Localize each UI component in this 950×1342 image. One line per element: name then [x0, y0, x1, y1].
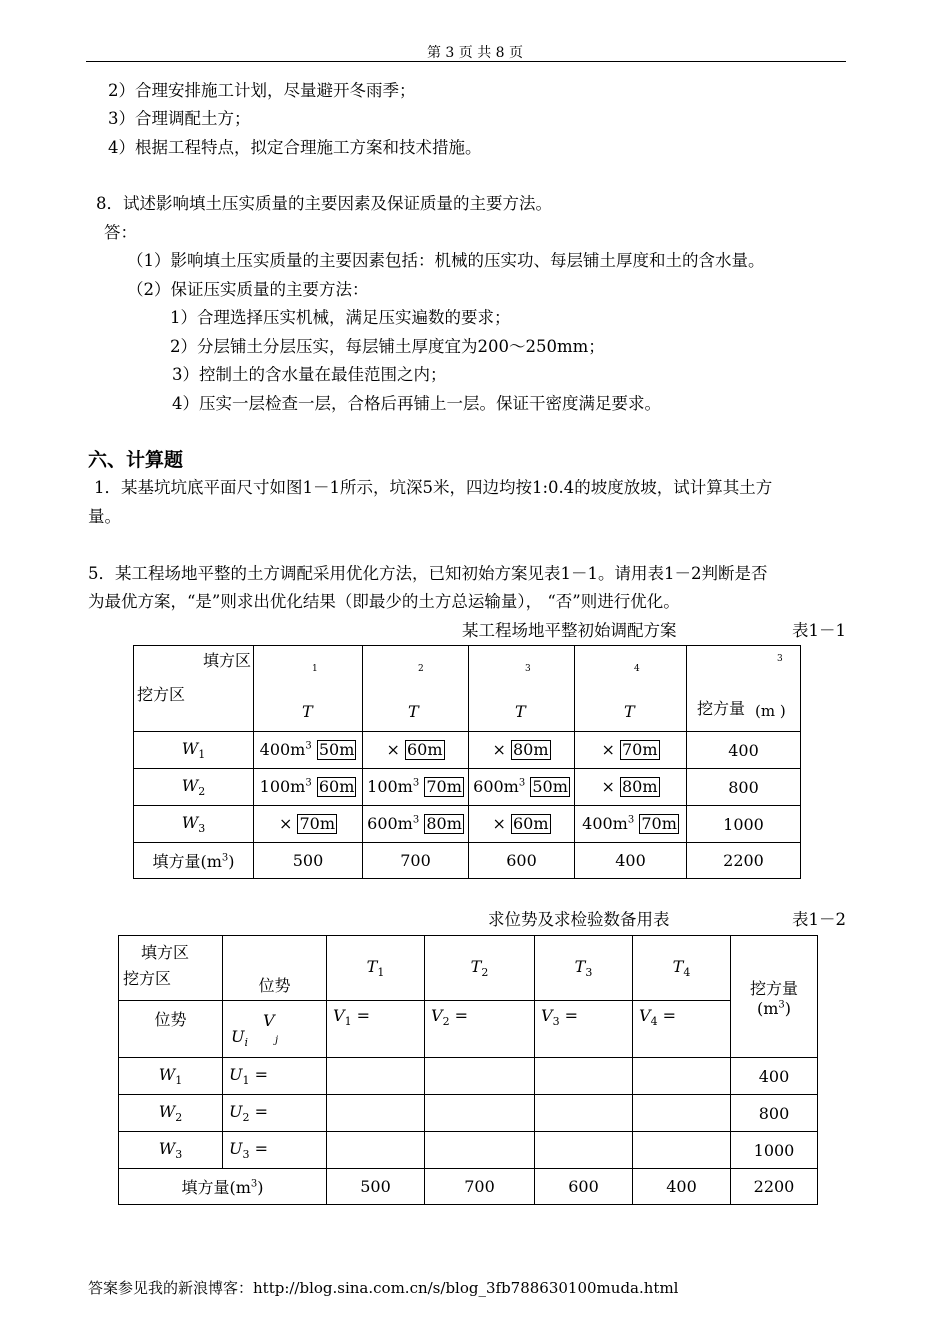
table2-cut-header	[731, 936, 818, 1058]
fill-volume: 500	[327, 1169, 425, 1205]
table1-caption: 某工程场地平整初始调配方案	[462, 621, 677, 640]
allocation-cell: × 60m	[363, 732, 469, 769]
table1-col-header	[575, 646, 687, 732]
question-1-line: 1．某基坑坑底平面尺寸如图1－1所示，坑深5米，四边均按1:0.4的坡度放坡，试计算其土方	[94, 478, 773, 497]
allocation-cell: $400m^3$ 70m	[575, 806, 687, 843]
col-letter: T	[515, 702, 526, 721]
check-cell	[535, 1058, 633, 1095]
allocation-cell: × 80m	[575, 769, 687, 806]
answer-paragraph-1: （1）影响填土压实质量的主要因素包括：机械的压实功、每层铺土厚度和土的含水量。	[127, 251, 765, 270]
row-label: $W_3$	[119, 1132, 223, 1169]
method-item: 3）控制土的含水量在最佳范围之内；	[172, 365, 447, 384]
cost-box: 60m	[512, 814, 549, 833]
fill-zone-label: 填方区	[202, 651, 251, 670]
allocation-cell: $600m^3$ 50m	[469, 769, 575, 806]
ui-symbol: $U_i$	[231, 1027, 249, 1050]
question-5-line: 为最优方案，“是”则求出优化结果（即最少的土方总运输量）， “否”则进行优化。	[88, 592, 680, 611]
prev-item: 3）合理调配土方；	[108, 109, 251, 128]
cut-header-unit: $(m^3)$	[756, 998, 792, 1018]
cost-box: 70m	[621, 740, 658, 759]
table1-row	[134, 769, 801, 806]
table1-cut-header	[687, 646, 801, 732]
table1-col-header	[469, 646, 575, 732]
table1-header-row	[134, 646, 801, 732]
fill-volume: 400	[633, 1169, 731, 1205]
answer-label: 答：	[104, 223, 137, 242]
fill-label: 填方量$(m^3)$	[134, 843, 254, 879]
cut-zone-label: 挖方区	[137, 685, 186, 704]
u-value-cell: $U_3$ =	[223, 1132, 327, 1169]
fill-zone-label: 填方区	[141, 943, 190, 962]
potential-header: 位势	[223, 936, 327, 1001]
prev-item: 4）根据工程特点，拟定合理施工方案和技术措施。	[108, 138, 482, 157]
uv-cell	[223, 1001, 327, 1058]
allocation-cell: × 70m	[254, 806, 363, 843]
fill-volume: 600	[469, 843, 575, 879]
cost-box: 70m	[426, 777, 462, 796]
col-letter: T	[624, 702, 635, 721]
cost-box: 70m	[299, 814, 336, 833]
allocation-cell: $600m^3$ 80m	[363, 806, 469, 843]
prev-item: 2）合理安排施工计划，尽量避开冬雨季；	[108, 81, 416, 100]
allocation-cell: $100m^3$ 60m	[254, 769, 363, 806]
check-cell	[633, 1058, 731, 1095]
check-cell	[535, 1095, 633, 1132]
cost-box: 50m	[318, 740, 355, 759]
table1-label: 表1－1	[792, 621, 846, 640]
table1-col-header	[363, 646, 469, 732]
check-cell	[633, 1132, 731, 1169]
method-item: 2）分层铺土分层压实，每层铺土厚度宜为200～250mm；	[170, 337, 605, 356]
table2-row	[119, 1058, 818, 1095]
cost-box: 80m	[512, 740, 549, 759]
question-1-line: 量。	[88, 507, 121, 526]
table2-col-header: $T_1$	[327, 936, 425, 1001]
col-number: 4	[634, 664, 640, 674]
allocation-cell: $100m^3$ 70m	[363, 769, 469, 806]
cost-box: 60m	[406, 740, 443, 759]
check-cell	[327, 1132, 425, 1169]
section-title: 六、计算题	[88, 449, 184, 471]
answer-paragraph-2: （2）保证压实质量的主要方法：	[127, 280, 369, 299]
allocation-cell: $400m^3$ 50m	[254, 732, 363, 769]
u-value-cell: $U_1$ =	[223, 1058, 327, 1095]
table2-corner-cell	[119, 936, 223, 1001]
cost-box: 80m	[426, 814, 462, 833]
v-value-cell: $V_4$ =	[633, 1001, 731, 1058]
fill-volume-total: 2200	[687, 843, 801, 879]
table1-corner-cell	[134, 646, 254, 732]
cut-header-label: 挖方量	[749, 978, 798, 998]
row-label: $W_1$	[134, 732, 254, 769]
potential-label: 位势	[119, 1001, 223, 1058]
fill-volume-total: 2200	[731, 1169, 818, 1205]
cost-box: 60m	[318, 777, 355, 796]
table2-col-header: $T_3$	[535, 936, 633, 1001]
method-item: 1）合理选择压实机械，满足压实遍数的要求；	[170, 308, 511, 327]
method-item: 4）压实一层检查一层，合格后再铺上一层。保证干密度满足要求。	[172, 394, 661, 413]
col-letter: T	[408, 702, 419, 721]
cut-volume: 800	[731, 1095, 818, 1132]
cut-volume: 400	[731, 1058, 818, 1095]
row-label: $W_2$	[134, 769, 254, 806]
table2-caption: 求位势及求检验数备用表	[488, 910, 670, 929]
table2-header-row	[119, 936, 818, 1001]
cost-box: 70m	[641, 814, 677, 833]
row-label: $W_3$	[134, 806, 254, 843]
table2-row	[119, 1132, 818, 1169]
fill-volume: 700	[425, 1169, 535, 1205]
table2-col-header: $T_4$	[633, 936, 731, 1001]
cut-volume: 1000	[731, 1132, 818, 1169]
u-value-cell: $U_2$ =	[223, 1095, 327, 1132]
vj-subscript: j	[275, 1035, 279, 1046]
cut-header-unit: (m )	[755, 702, 786, 720]
check-cell	[425, 1132, 535, 1169]
col-number: 1	[312, 664, 318, 674]
question-5-line: 5．某工程场地平整的土方调配采用优化方法，已知初始方案见表1－1。请用表1－2判断是否	[88, 564, 768, 583]
v-value-cell: $V_3$ =	[535, 1001, 633, 1058]
fill-volume: 700	[363, 843, 469, 879]
check-cell	[633, 1095, 731, 1132]
table2	[118, 935, 818, 1205]
table2-fill-row	[119, 1169, 818, 1205]
cost-box: 50m	[532, 777, 568, 796]
cut-header-label: 挖方量	[697, 699, 746, 718]
col-letter: T	[302, 702, 313, 721]
table2-label: 表1－2	[792, 910, 846, 929]
table1	[133, 645, 801, 879]
table2-potential-row	[119, 1001, 818, 1058]
cut-unit-sup: 3	[777, 654, 783, 664]
footer-blog-link[interactable]: 答案参见我的新浪博客：http://blog.sina.com.cn/s/blog_3fb788630100muda.html	[88, 1279, 679, 1297]
fill-volume: 600	[535, 1169, 633, 1205]
col-number: 3	[525, 664, 531, 674]
allocation-cell: × 70m	[575, 732, 687, 769]
header-rule	[86, 61, 846, 62]
cut-zone-label: 挖方区	[123, 969, 172, 988]
check-cell	[535, 1132, 633, 1169]
allocation-cell: × 60m	[469, 806, 575, 843]
table2-col-header: $T_2$	[425, 936, 535, 1001]
row-label: $W_2$	[119, 1095, 223, 1132]
fill-volume: 500	[254, 843, 363, 879]
v-value-cell: $V_1$ =	[327, 1001, 425, 1058]
fill-volume: 400	[575, 843, 687, 879]
allocation-cell: × 80m	[469, 732, 575, 769]
table1-fill-row	[134, 843, 801, 879]
v-value-cell: $V_2$ =	[425, 1001, 535, 1058]
cost-box: 80m	[621, 777, 658, 796]
cut-volume: 1000	[687, 806, 801, 843]
check-cell	[327, 1095, 425, 1132]
cut-volume: 400	[687, 732, 801, 769]
check-cell	[425, 1095, 535, 1132]
col-number: 2	[418, 664, 424, 674]
page-header: 第 3 页 共 8 页	[426, 45, 524, 61]
table1-row	[134, 732, 801, 769]
table1-row	[134, 806, 801, 843]
cut-volume: 800	[687, 769, 801, 806]
check-cell	[327, 1058, 425, 1095]
vj-symbol: V	[263, 1011, 275, 1030]
table1-col-header	[254, 646, 363, 732]
question-8-title: 8．试述影响填土压实质量的主要因素及保证质量的主要方法。	[96, 194, 552, 213]
row-label: $W_1$	[119, 1058, 223, 1095]
check-cell	[425, 1058, 535, 1095]
table2-row	[119, 1095, 818, 1132]
fill-label: 填方量$(m^3)$	[119, 1169, 327, 1205]
